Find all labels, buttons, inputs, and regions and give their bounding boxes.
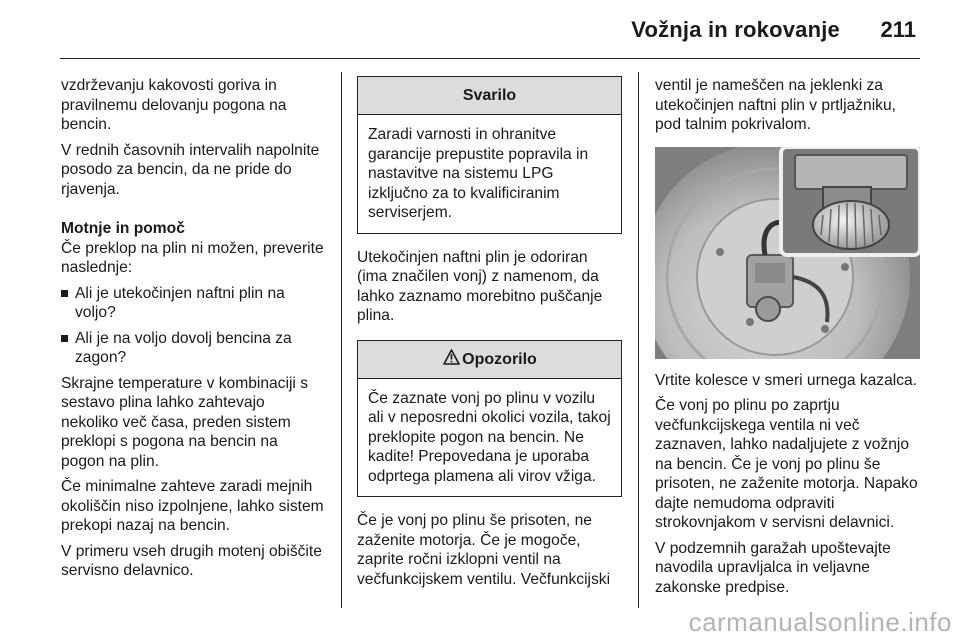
page-header-title: Vožnja in rokovanje (631, 17, 840, 42)
paragraph: Vrtite kolesce v smeri urnega kazalca. (655, 371, 918, 389)
column-divider-right (638, 72, 639, 608)
watermark: carmanualsonline.info (688, 607, 952, 637)
paragraph: V podzemnih garažah upoštevajte navodila upravljalca in veljavne zakonske predpise. (655, 539, 891, 596)
bullet-square-icon (61, 290, 68, 297)
page-number: 211 (880, 17, 916, 42)
paragraph: Skrajne temperature v kombinaciji s sestavo plina lahko zahtevajo nekoliko več časa, preden sistem preklopi s pogona na bencin na pogon na plin. (61, 374, 309, 470)
column-3 (655, 76, 920, 603)
list-item-text: Ali je na voljo dovolj bencina za zagon? (75, 329, 292, 366)
paragraph: vzdrževanju kakovosti goriva in pravilnemu delovanju pogona na bencin. (61, 77, 287, 133)
warning-box-body: Če zaznate vonj po plinu v vozilu ali v neposredni okolici vozila, takoj preklopite pogon na bencin. Ne kadite! Prepovedana je uporaba odprtega plamena ali virov vžiga. (368, 389, 611, 485)
warning-box (357, 340, 622, 498)
caution-box (357, 76, 622, 234)
paragraph: ventil je nameščen na jeklenki za utekočinjen naftni plin v prtljažniku, pod talnim pokrivalom. (655, 77, 896, 133)
bullet-list (61, 284, 325, 368)
column-divider-left (341, 72, 342, 608)
bullet-square-icon (61, 335, 68, 342)
warning-box-header (358, 341, 621, 379)
paragraph: Če je vonj po plinu še prisoten, ne zaženite motorja. Če je mogoče, zaprite ročni izklopni ventil na večfunkcijskem ventilu. Večfunkcijski (357, 512, 611, 588)
paragraph: V rednih časovnih intervalih napolnite posodo za bencin, da ne pride do rjavenja. (61, 141, 320, 198)
paragraph: Če minimalne zahteve zaradi mejnih okoliščin niso izpolnjene, lahko sistem prekopi nazaj na bencin. (61, 478, 324, 534)
column-2 (357, 76, 622, 595)
column-1 (61, 76, 325, 587)
paragraph: Če vonj po plinu po zaprtju večfunkcijskega ventila ni več zaznaven, lahko nadaljujete z vožnjo na bencin. Če je vonj po plinu še prisoten, ne zaženite motorja. Napako dajte nemudoma odpraviti strokovnjakom v servisni delavnici. (655, 397, 918, 531)
paragraph: Utekočinjen naftni plin je odoriran (ima značilen vonj) z namenom, da lahko zaznamo morebitno puščanje plina. (357, 248, 603, 324)
paragraph: Če preklop na plin ni možen, preverite naslednje: (61, 239, 324, 276)
caution-box-title: Svarilo (358, 77, 621, 115)
list-item-text: Ali je utekočinjen naftni plin na voljo? (75, 284, 285, 321)
header-divider (60, 58, 920, 59)
paragraph: V primeru vseh drugih motenj obiščite servisno delavnico. (61, 542, 322, 579)
lpg-tank-valve-photo (655, 147, 920, 359)
list-item (61, 329, 325, 368)
list-item (61, 284, 325, 323)
section-heading: Motnje in pomoč (61, 220, 185, 237)
warning-triangle-icon (442, 342, 460, 379)
caution-box-body: Zaradi varnosti in ohranitve garancije prepustite popravila in nastavitve na sistemu LPG izključno za to kvalificiranim serviserjem. (368, 126, 589, 221)
warning-box-title: Opozorilo (462, 350, 537, 368)
